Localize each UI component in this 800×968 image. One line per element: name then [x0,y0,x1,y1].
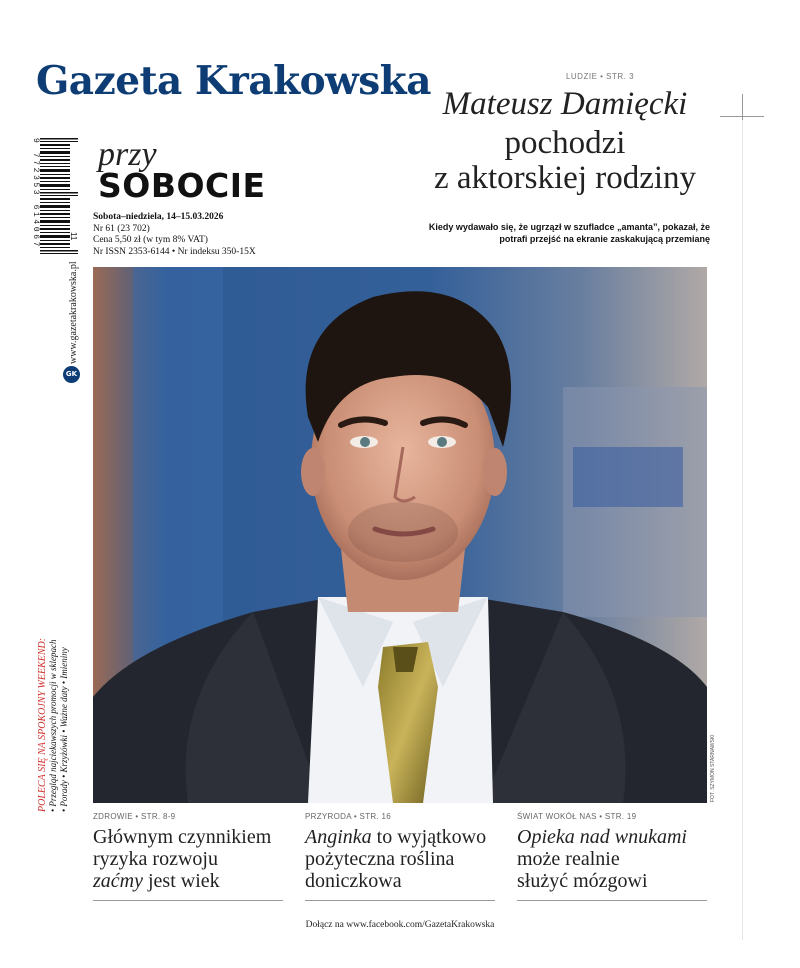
column-title: Opieka nad wnukami może realnie służyć mózgowi [517,826,687,892]
column-kicker: PRZYRODA • STR. 16 [305,812,391,821]
teaser-column-health[interactable] [93,812,283,901]
issue-date: Sobota–niedziela, 14–15.03.2026 [93,212,224,222]
section-sobocie: SOBOCIE [98,166,266,205]
teaser-kicker: LUDZIE • STR. 3 [565,72,635,81]
teaser-headline-name: Mateusz Damięcki [442,86,688,122]
teaser-headline-rest [420,126,710,196]
issue-number: Nr 61 (23 702) [93,223,150,234]
page-edge-line [742,120,743,940]
teaser-lead: Kiedy wydawało się, że ugrzązł w szufladce „amanta”, pokazał, że potrafi przejść na ekranie zaskakującą przemianę [428,222,710,244]
section-label [98,138,266,204]
column-rule [305,900,495,901]
column-title: Głównym czynnikiem ryzyka rozwoju zaćmy jest wiek [93,826,272,892]
barcode-digits: 9 772353 614067 [31,138,40,250]
portrait-illustration [93,267,707,803]
poleca-line-2: • Porady • Krzyżówki • Ważne daty • Imieniny [58,647,69,812]
photo-credit: FOT. SZYMON STARNAWSKI [710,734,716,802]
issue-price: Cena 5,50 zł (w tym 8% VAT) [93,235,208,245]
column-rule [93,900,283,901]
website-url[interactable]: www.gazetakrakowska.pl [68,261,79,364]
column-kicker: ŚWIAT WOKÓŁ NAS • STR. 19 [517,812,637,821]
masthead-title: Gazeta Krakowska [36,58,431,104]
column-kicker: ZDROWIE • STR. 8-9 [93,812,176,821]
column-title: Anginka to wyjątkowo pożyteczna roślina doniczkowa [305,826,487,892]
issue-info [93,212,256,258]
footer-facebook-link[interactable]: Dołącz na www.facebook.com/GazetaKrakowska [305,920,495,930]
teaser-column-world[interactable] [517,812,707,901]
issue-suffix: 11 [69,232,78,241]
section-przy: przy [98,136,157,173]
poleca-line-1: • Przegląd najciekawszych promocji w sklepach [48,639,58,812]
teaser-line-2: z aktorskiej rodziny [433,160,697,196]
weekend-recommendations [37,622,69,812]
teaser-column-nature[interactable] [305,812,495,901]
column-rule [517,900,707,901]
poleca-heading: POLECA SIĘ NA SPOKOJNY WEEKEND: [37,637,48,812]
issue-issn: Nr ISSN 2353-6144 • Nr indeksu 350-15X [93,246,256,257]
cover-photo [93,267,707,803]
teaser-line-1: pochodzi [504,125,626,161]
gk-logo-badge: GK [63,366,80,383]
